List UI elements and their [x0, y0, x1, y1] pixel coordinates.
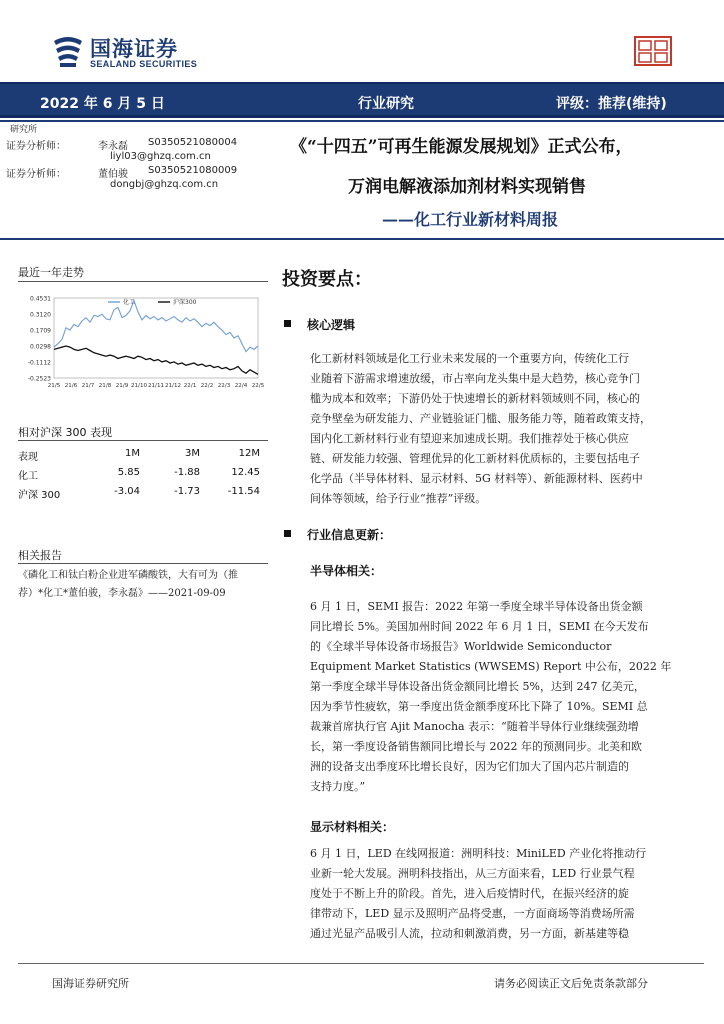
paragraph-line: 6 月 1 日，SEMI 报告：2022 年第一季度全球半导体设备出货金额 [310, 600, 643, 613]
table-row [18, 463, 264, 482]
company-logo [52, 33, 202, 75]
paragraph-line: 国内化工新材料行业有望迎来加速成长期。我们推荐处于核心供应 [310, 432, 629, 445]
table-cell: 化工 [18, 471, 38, 482]
x-tick-label: 21/10 [130, 383, 148, 389]
table-header: 3M [185, 448, 200, 459]
header-underline [0, 120, 724, 122]
y-tick-label: 0.3120 [30, 311, 51, 319]
footer-left: 国海证券研究所 [52, 977, 129, 990]
legend-label: 化工 [123, 299, 136, 306]
x-tick-label: 21/5 [47, 383, 61, 389]
x-tick-label: 22/5 [251, 383, 265, 389]
table-cell: -1.88 [174, 467, 200, 478]
paragraph-line: 竞争壁垒为研发能力、产业链验证门槛、服务能力等，随着政策支持， [310, 412, 651, 425]
display-material-heading: 显示材料相关： [310, 820, 395, 834]
y-tick-label: 0.0298 [30, 343, 51, 351]
table-cell: -1.73 [174, 486, 200, 497]
table-header: 表现 [18, 452, 38, 463]
trend-heading: 最近一年走势 [18, 266, 84, 279]
analyst-cert: S0350521080004 [148, 137, 238, 148]
x-tick-label: 21/6 [64, 383, 78, 389]
bullet-square-icon [284, 320, 291, 327]
x-tick-label: 21/12 [164, 383, 182, 389]
table-cell: 沪深 300 [18, 490, 61, 501]
paragraph-line: 同比增长 5%。美国加州时间 2022 年 6 月 1 日，SEMI 在今天发布 [310, 620, 649, 633]
paragraph-line: 的《全球半导体设备市场报告》Worldwide Semiconductor [310, 640, 612, 653]
analyst-email[interactable]: dongbj@ghzq.com.cn [110, 179, 219, 190]
paragraph-line: 支持力度。” [310, 780, 366, 793]
series-line [54, 301, 258, 352]
logo-text-cn: 国海证券 [90, 37, 178, 61]
seal-stamp-icon [634, 36, 672, 66]
x-tick-label: 22/3 [217, 383, 231, 389]
analyst-name: 董伯骏 [98, 169, 128, 180]
related-report[interactable] [18, 567, 268, 603]
analyst-row [6, 137, 266, 151]
footer-divider [18, 963, 704, 964]
investment-title: 投资要点： [282, 269, 372, 290]
paragraph-line: 化工新材料领域是化工行业未来发展的一个重要方向，传统化工行 [310, 352, 629, 365]
paragraph-line: 第一季度全球半导体设备出货金额同比增长 5%，达到 247 亿美元， [310, 680, 645, 693]
report-date: 2022 年 6 月 5 日 [40, 96, 165, 112]
x-tick-label: 21/11 [147, 383, 165, 389]
paragraph-line: Equipment Market Statistics (WWSEMS) Report 中公布，2022 年 [310, 660, 672, 673]
paragraph-line: 业新一轮大发展。洲明科技指出，从三方面来看，LED 行业景气程 [310, 867, 635, 880]
paragraph-line: 间体等领域，给予行业“推荐”评级。 [310, 492, 487, 505]
paragraph-line: 通过光显产品吸引人流，拉动和刺激消费，另一方面，新基建等稳 [310, 927, 629, 940]
analyst-email[interactable]: liyl03@ghzq.com.cn [110, 151, 211, 162]
x-tick-label: 21/9 [115, 383, 129, 389]
report-subtitle: ——化工行业新材料周报 [382, 210, 559, 229]
analyst-label: 证券分析师： [6, 169, 66, 180]
display-material-paragraph [310, 844, 684, 944]
paragraph-line: 度处于不断上升的阶段。首先，进入后疫情时代，在振兴经济的旋 [310, 887, 629, 900]
x-tick-label: 22/4 [234, 383, 248, 389]
x-tick-label: 21/7 [81, 383, 95, 389]
paragraph-line: 6 月 1 日，LED 在线网报道：洲明科技：MiniLED 产业化将推动行 [310, 847, 647, 860]
related-report-line: 《磷化工和钛白粉企业进军磷酸铁，大有可为（推 [18, 570, 238, 581]
table-header: 12M [238, 448, 260, 459]
report-rating: 评级：推荐(维持) [556, 96, 667, 112]
analyst-label: 证券分析师： [6, 141, 66, 152]
header-bar [0, 82, 724, 118]
y-tick-label: -0.2523 [27, 375, 51, 383]
performance-heading: 相对沪深 300 表现 [18, 426, 112, 439]
logo-text-en: SEALAND SECURITIES [90, 59, 198, 69]
semiconductor-heading: 半导体相关： [310, 564, 383, 578]
semiconductor-paragraph [310, 597, 684, 797]
bullet-square-icon [284, 530, 291, 537]
x-tick-label: 22/1 [183, 383, 197, 389]
core-logic-paragraph [310, 349, 684, 509]
table-header-row [18, 444, 264, 463]
related-heading: 相关报告 [18, 549, 62, 562]
paragraph-line: 化学品（半导体材料、显示材料、5G 材料等）、新能源材料、医药中 [310, 472, 643, 485]
trend-chart [18, 290, 268, 410]
table-cell: 5.85 [117, 467, 140, 478]
y-tick-label: 0.1709 [30, 327, 51, 335]
paragraph-line: 长，第一季度设备销售额同比增长与 2022 年的预测同步。北美和欧 [310, 740, 642, 753]
analyst-cert: S0350521080009 [148, 165, 238, 176]
related-report-line: 荐）*化工*董伯骏，李永磊》——2021-09-09 [18, 588, 226, 599]
report-type: 行业研究 [358, 96, 414, 112]
paragraph-line: 因为季节性疲软，第一季度出货金额季度环比下降了 10%。SEMI 总 [310, 700, 648, 713]
y-tick-label: -0.1112 [27, 359, 51, 367]
report-title-line1: 《“十四五”可再生能源发展规划》正式公布， [290, 137, 633, 157]
news-heading: 行业信息更新： [284, 526, 391, 543]
paragraph-line: 律带动下，LED 显示及照明产品将受惠，一方面商场等消费场所需 [310, 907, 635, 920]
table-cell: 12.45 [231, 467, 260, 478]
core-logic-heading: 核心逻辑 [284, 316, 355, 333]
analyst-row [6, 165, 266, 179]
x-tick-label: 21/8 [98, 383, 112, 389]
plot-frame [54, 298, 258, 378]
table-cell: -3.04 [114, 486, 140, 497]
paragraph-line: 链、研发能力较强、管理优异的化工新材料优质标的，主要包括电子 [310, 452, 640, 465]
paragraph-line: 洲的设备支出季度环比增长良好，因为它们加大了国内芯片制造的 [310, 760, 629, 773]
paragraph-line: 业随着下游需求增速放缓，市占率向龙头集中是大趋势，核心竞争门 [310, 372, 640, 385]
y-tick-label: 0.4531 [30, 295, 51, 303]
title-divider [0, 238, 724, 240]
footer-right: 请务必阅读正文后免责条款部分 [494, 977, 648, 990]
paragraph-line: 裁兼首席执行官 Ajit Manocha 表示：“随着半导体行业继续强劲增 [310, 720, 639, 733]
paragraph-line: 槛为成本和效率；下游仍处于快速增长的新材料领域则不同，核心的 [310, 392, 640, 405]
analyst-name: 李永磊 [98, 141, 128, 152]
x-tick-label: 22/2 [200, 383, 214, 389]
section-divider [18, 563, 268, 564]
table-cell: -11.54 [227, 486, 260, 497]
section-divider [18, 281, 268, 282]
performance-table [18, 444, 264, 501]
legend-label: 沪深300 [173, 299, 197, 306]
series-line [54, 346, 258, 374]
sealand-logo-icon [52, 35, 84, 69]
table-row [18, 482, 264, 501]
table-header: 1M [125, 448, 140, 459]
section-divider [18, 440, 268, 441]
report-title-line2: 万润电解液添加剂材料实现销售 [348, 177, 586, 197]
analyst-dept: 研究所 [10, 125, 38, 135]
